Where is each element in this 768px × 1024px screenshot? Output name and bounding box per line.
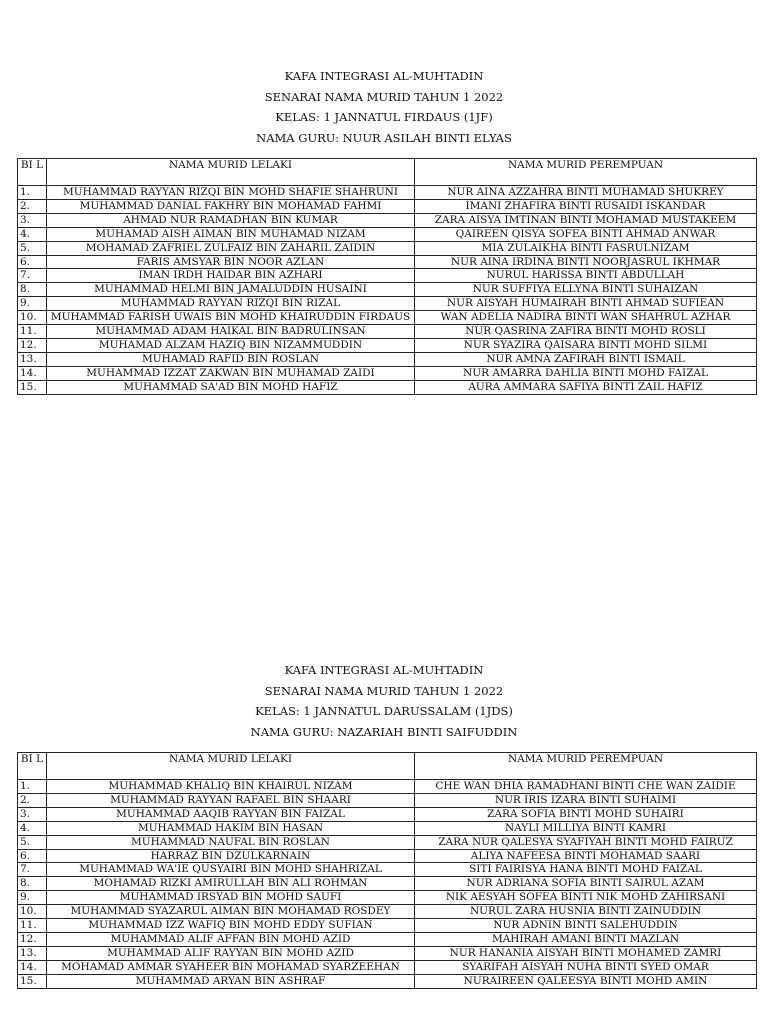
student-table — [17, 752, 757, 989]
boy-name: MUHAMMAD RAYYAN RIZQI BIN RIZAL — [47, 297, 415, 311]
table-row — [18, 793, 757, 807]
row-number: 11. — [18, 919, 47, 933]
table-row — [18, 863, 757, 877]
boy-name: MUHAMMAD IZZAT ZAKWAN BIN MUHAMAD ZAIDI — [47, 366, 415, 380]
girl-name: NURUL ZARA HUSNIA BINTI ZAINUDDIN — [415, 905, 757, 919]
girl-name: NUR AMNA ZAFIRAH BINTI ISMAIL — [415, 352, 757, 366]
row-number: 5. — [18, 241, 47, 255]
girl-name: NURUL HARISSA BINTI ABDULLAH — [415, 269, 757, 283]
girl-name: NUR AMARRA DAHLIA BINTI MOHD FAIZAL — [415, 366, 757, 380]
list-title: SENARAI NAMA MURID TAHUN 1 2022 — [264, 683, 504, 698]
girl-name: SYARIFAH AISYAH NUHA BINTI SYED OMAR — [415, 960, 757, 974]
girl-name: NAYLI MILLIYA BINTI KAMRI — [415, 821, 757, 835]
girl-name: WAN ADELIA NADIRA BINTI WAN SHAHRUL AZHAR — [415, 311, 757, 325]
row-number: 3. — [18, 807, 47, 821]
boy-name: MUHAMAD AISH AIMAN BIN MUHAMAD NIZAM — [47, 227, 415, 241]
boy-name: MOHAMAD ZAFRIEL ZULFAIZ BIN ZAHARIL ZAIDIN — [47, 241, 415, 255]
boy-name: MOHAMAD RIZKI AMIRULLAH BIN ALI ROHMAN — [47, 877, 415, 891]
boy-name: MOHAMAD AMMAR SYAHEER BIN MOHAMAD SYARZEEHAN — [47, 960, 415, 974]
girls-header: NAMA MURID PEREMPUAN — [415, 159, 757, 186]
row-number: 13. — [18, 946, 47, 960]
girl-name: NUR AINA IRDINA BINTI NOORJASRUL IKHMAR — [415, 255, 757, 269]
row-number: 14. — [18, 366, 47, 380]
row-number: 11. — [18, 325, 47, 339]
row-number: 7. — [18, 269, 47, 283]
boy-name: MUHAMMAD NAUFAL BIN ROSLAN — [47, 835, 415, 849]
row-number: 10. — [18, 311, 47, 325]
row-number: 2. — [18, 199, 47, 213]
row-number: 14. — [18, 960, 47, 974]
teacher-line: NAMA GURU: NAZARIAH BINTI SAIFUDDIN — [250, 724, 518, 739]
table-row — [18, 199, 757, 213]
teacher-line: NAMA GURU: NUUR ASILAH BINTI ELYAS — [256, 130, 512, 145]
boys-header: NAMA MURID LELAKI — [47, 753, 415, 780]
row-number: 8. — [18, 877, 47, 891]
girl-name: AURA AMMARA SAFIYA BINTI ZAIL HAFIZ — [415, 380, 757, 394]
row-number: 12. — [18, 338, 47, 352]
girl-name: ZARA AISYA IMTINAN BINTI MOHAMAD MUSTAKEEM — [415, 213, 757, 227]
row-number: 1. — [18, 780, 47, 794]
boy-name: MUHAMMAD SA'AD BIN MOHD HAFIZ — [47, 380, 415, 394]
class-line: KELAS: 1 JANNATUL DARUSSALAM (1JDS) — [255, 704, 513, 718]
table-row — [18, 186, 757, 200]
row-number: 10. — [18, 905, 47, 919]
table-row — [18, 807, 757, 821]
girl-name: NURAIREEN QALEESYA BINTI MOHD AMIN — [415, 974, 757, 988]
row-number: 9. — [18, 891, 47, 905]
boy-name: MUHAMAD RAFID BIN ROSLAN — [47, 352, 415, 366]
row-number: 8. — [18, 283, 47, 297]
boy-name: AHMAD NUR RAMADHAN BIN KUMAR — [47, 213, 415, 227]
table-row — [18, 821, 757, 835]
bil-header: BI L — [18, 159, 47, 186]
table-row — [18, 338, 757, 352]
list-title: SENARAI NAMA MURID TAHUN 1 2022 — [264, 89, 504, 104]
girl-name: NUR ADNIN BINTI SALEHUDDIN — [415, 919, 757, 933]
row-number: 1. — [18, 186, 47, 200]
table-row — [18, 932, 757, 946]
girl-name: NUR SYAZIRA QAISARA BINTI MOHD SILMI — [415, 338, 757, 352]
boy-name: MUHAMMAD ALIF RAYYAN BIN MOHD AZID — [47, 946, 415, 960]
table-row — [18, 835, 757, 849]
row-number: 4. — [18, 821, 47, 835]
girl-name: MIA ZULAIKHA BINTI FASRULNIZAM — [415, 241, 757, 255]
table-row — [18, 960, 757, 974]
girl-name: CHE WAN DHIA RAMADHANI BINTI CHE WAN ZAIDIE — [415, 780, 757, 794]
table-row — [18, 297, 757, 311]
girl-name: NUR HANANIA AISYAH BINTI MOHAMED ZAMRI — [415, 946, 757, 960]
table-row — [18, 352, 757, 366]
table-body — [18, 186, 757, 395]
school-name: KAFA INTEGRASI AL-MUHTADIN — [284, 663, 484, 677]
class-list-1jf — [0, 66, 768, 393]
row-number: 6. — [18, 849, 47, 863]
row-number: 9. — [18, 297, 47, 311]
student-table — [17, 158, 757, 395]
table-row — [18, 974, 757, 988]
boys-header: NAMA MURID LELAKI — [47, 159, 415, 186]
boy-name: MUHAMMAD KHALIQ BIN KHAIRUL NIZAM — [47, 780, 415, 794]
girl-name: ZARA NUR QALESYA SYAFIYAH BINTI MOHD FAIRUZ — [415, 835, 757, 849]
girl-name: MAHIRAH AMANI BINTI MAZLAN — [415, 932, 757, 946]
boy-name: HARRAZ BIN DZULKARNAIN — [47, 849, 415, 863]
row-number: 6. — [18, 255, 47, 269]
table-row — [18, 311, 757, 325]
table-row — [18, 283, 757, 297]
school-name: KAFA INTEGRASI AL-MUHTADIN — [284, 69, 484, 83]
boy-name: MUHAMMAD SYAZARUL AIMAN BIN MOHAMAD ROSDEY — [47, 905, 415, 919]
table-row — [18, 255, 757, 269]
boy-name: MUHAMMAD ALIF AFFAN BIN MOHD AZID — [47, 932, 415, 946]
class-list-1jds — [0, 660, 768, 987]
row-number: 4. — [18, 227, 47, 241]
girl-name: ZARA SOFIA BINTI MOHD SUHAIRI — [415, 807, 757, 821]
boy-name: MUHAMMAD WA'IE QUSYAIRI BIN MOHD SHAHRIZAL — [47, 863, 415, 877]
table-row — [18, 380, 757, 394]
boy-name: MUHAMMAD ADAM HAIKAL BIN BADRULINSAN — [47, 325, 415, 339]
class-line: KELAS: 1 JANNATUL FIRDAUS (1JF) — [275, 110, 493, 124]
row-number: 12. — [18, 932, 47, 946]
boy-name: MUHAMMAD FARISH UWAIS BIN MOHD KHAIRUDDIN FIRDAUS — [47, 311, 415, 325]
boy-name: MUHAMMAD HELMI BIN JAMALUDDIN HUSAINI — [47, 283, 415, 297]
girl-name: NUR SUFFIYA ELLYNA BINTI SUHAIZAN — [415, 283, 757, 297]
girls-header: NAMA MURID PEREMPUAN — [415, 753, 757, 780]
table-row — [18, 241, 757, 255]
boy-name: MUHAMMAD IZZ WAFIQ BIN MOHD EDDY SUFIAN — [47, 919, 415, 933]
girl-name: NUR AISYAH HUMAIRAH BINTI AHMAD SUFIEAN — [415, 297, 757, 311]
girl-name: NUR AINA AZZAHRA BINTI MUHAMAD SHUKREY — [415, 186, 757, 200]
table-row — [18, 780, 757, 794]
boy-name: MUHAMMAD ARYAN BIN ASHRAF — [47, 974, 415, 988]
table-row — [18, 227, 757, 241]
girl-name: ALIYA NAFEESA BINTI MOHAMAD SAARI — [415, 849, 757, 863]
row-number: 13. — [18, 352, 47, 366]
table-row — [18, 213, 757, 227]
row-number: 15. — [18, 974, 47, 988]
boy-name: IMAN IRDH HAIDAR BIN AZHARI — [47, 269, 415, 283]
table-row — [18, 877, 757, 891]
row-number: 5. — [18, 835, 47, 849]
girl-name: NUR IRIS IZARA BINTI SUHAIMI — [415, 793, 757, 807]
girl-name: SITI FAIRISYA HANA BINTI MOHD FAIZAL — [415, 863, 757, 877]
boy-name: MUHAMMAD AAQIB RAYYAN BIN FAIZAL — [47, 807, 415, 821]
girl-name: NIK AESYAH SOFEA BINTI NIK MOHD ZAHIRSANI — [415, 891, 757, 905]
table-header-row — [18, 159, 757, 186]
table-row — [18, 269, 757, 283]
table-row — [18, 366, 757, 380]
table-row — [18, 946, 757, 960]
boy-name: MUHAMMAD HAKIM BIN HASAN — [47, 821, 415, 835]
girl-name: NUR QASRINA ZAFIRA BINTI MOHD ROSLI — [415, 325, 757, 339]
boy-name: MUHAMMAD RAYYAN RAFAEL BIN SHAARI — [47, 793, 415, 807]
row-number: 7. — [18, 863, 47, 877]
row-number: 15. — [18, 380, 47, 394]
boy-name: MUHAMAD ALZAM HAZIQ BIN NIZAMMUDDIN — [47, 338, 415, 352]
table-row — [18, 849, 757, 863]
bil-header: BI L — [18, 753, 47, 780]
table-row — [18, 905, 757, 919]
table-row — [18, 919, 757, 933]
boy-name: MUHAMMAD RAYYAN RIZQI BIN MOHD SHAFIE SHAHRUNI — [47, 186, 415, 200]
table-body — [18, 780, 757, 989]
girl-name: QAIREEN QISYA SOFEA BINTI AHMAD ANWAR — [415, 227, 757, 241]
boy-name: FARIS AMSYAR BIN NOOR AZLAN — [47, 255, 415, 269]
boy-name: MUHAMMAD IRSYAD BIN MOHD SAUFI — [47, 891, 415, 905]
girl-name: NUR ADRIANA SOFIA BINTI SAIRUL AZAM — [415, 877, 757, 891]
row-number: 3. — [18, 213, 47, 227]
table-row — [18, 325, 757, 339]
boy-name: MUHAMMAD DANIAL FAKHRY BIN MOHAMAD FAHMI — [47, 199, 415, 213]
row-number: 2. — [18, 793, 47, 807]
girl-name: IMANI ZHAFIRA BINTI RUSAIDI ISKANDAR — [415, 199, 757, 213]
table-header-row — [18, 753, 757, 780]
table-row — [18, 891, 757, 905]
